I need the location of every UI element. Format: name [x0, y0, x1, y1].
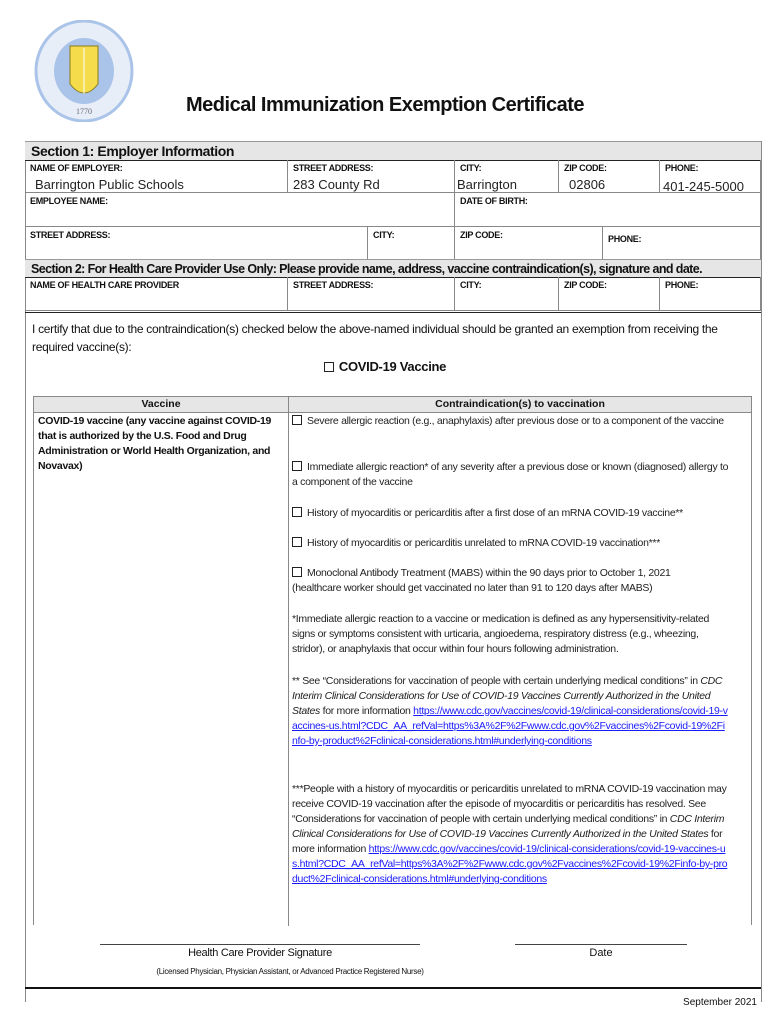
provider-city-field[interactable]: [455, 277, 559, 311]
zip-label: ZIP CODE:: [564, 163, 607, 173]
footnote-1: *Immediate allergic reaction to a vaccine or medication is defined as any hypersensitivity-related signs or symptoms consistent with urticaria, angioedema, respiratory distress (e.g., wheezing, stridor), or anaphylaxis that occur within four hours following administration.: [292, 613, 710, 655]
section2-heading: Section 2: For Health Care Provider Use Only: Please provide name, address, vaccine contraindication(s), signature and date.: [25, 259, 761, 278]
provider-name-label: NAME OF HEALTH CARE PROVIDER: [30, 280, 179, 290]
covid-vaccine-checkbox[interactable]: [0, 359, 770, 374]
city-field[interactable]: Barrington: [457, 177, 517, 192]
employee-city-field[interactable]: [368, 227, 455, 260]
checkbox-icon[interactable]: [324, 362, 334, 372]
svg-text:1770: 1770: [76, 107, 92, 116]
employer-name-label: NAME OF EMPLOYER:: [30, 163, 123, 173]
checkbox-icon[interactable]: [292, 415, 302, 425]
certify-statement: I certify that due to the contraindication(s) checked below the above-named individual should be granted an exemption from receiving the required vaccine(s):: [32, 322, 718, 354]
footer-date: September 2021: [683, 997, 757, 1008]
checkbox-icon[interactable]: [292, 537, 302, 547]
footnote-2: ** See “Considerations for vaccination of people with certain underlying medical conditions” in CDC Interim Clinical Considerations for Use of COVID-19 Vaccines Currently Authorized in the United States for more information https://www.cdc.gov/vaccines/covid-19/clinical-considerations/covid-19-vaccines-us.html?CDC_AA_refVal=https%3A%2F%2Fwww.cdc.gov%2Fvaccines%2Fcovid-19%2Finfo-by-product%2Fclinical-considerations.html#underlying-conditions: [292, 675, 728, 747]
signature-note: (Licensed Physician, Physician Assistant, or Advanced Practice Registered Nurse): [156, 967, 424, 976]
dob-label: DATE OF BIRTH:: [460, 196, 528, 206]
employee-zip-field[interactable]: [455, 227, 603, 260]
checkbox-icon[interactable]: [292, 461, 302, 471]
contraindication-table: [33, 396, 752, 925]
vaccine-description: COVID-19 vaccine (any vaccine against COVID-19 that is authorized by the U.S. Food and Drug Administration or World Health Organization, and Novavax): [38, 415, 272, 472]
provider-phone-label: PHONE:: [665, 280, 699, 290]
street-label: STREET ADDRESS:: [293, 163, 374, 173]
street-field[interactable]: 283 County Rd: [293, 177, 380, 192]
employee-phone-field[interactable]: [603, 227, 761, 260]
footnote-3: ***People with a history of myocarditis or pericarditis unrelated to mRNA COVID-19 vaccination may receive COVID-19 vaccination after the episode of myocarditis or pericarditis has resolved. See “Considerations for vaccination of people with certain underlying medical conditions” in CDC Interim Clinical Considerations for Use of COVID-19 Vaccines Currently Authorized in the United States for more information https://www.cdc.gov/vaccines/covid-19/clinical-considerations/covid-19-vaccines-us.html?CDC_AA_refVal=https%3A%2F%2Fwww.cdc.gov%2Fvaccines%2Fcovid-19%2Finfo-by-product%2Fclinical-considerations.html#underlying-conditions: [292, 783, 728, 885]
col-contra-header: Contraindication(s) to vaccination: [435, 398, 605, 410]
cdc-link[interactable]: https://www.cdc.gov/vaccines/covid-19/clinical-considerations/covid-19-vaccines-us.html?CDC_AA_refVal=https%3A%2F%2Fwww.cdc.gov%2Fvaccines%2Fcovid-19%2Finfo-by-product%2Fclinical-considerations.html#underlying-conditions: [292, 843, 728, 885]
section2-fields: [25, 277, 761, 313]
employee-city-label: CITY:: [373, 230, 395, 240]
date-label: Date: [589, 947, 613, 959]
contra-item-text: History of myocarditis or pericarditis unrelated to mRNA COVID-19 vaccination***: [307, 537, 660, 549]
provider-street-field[interactable]: [288, 277, 455, 311]
page-title: Medical Immunization Exemption Certificate: [186, 94, 584, 116]
contra-item-text: Monoclonal Antibody Treatment (MABS) within the 90 days prior to October 1, 2021 (healthcare worker should get vaccinated no later than 91 to 120 days after MABS): [292, 567, 671, 594]
provider-name-field[interactable]: [25, 277, 288, 311]
checkbox-icon[interactable]: [292, 507, 302, 517]
contra-item[interactable]: [292, 566, 712, 612]
signature-label: Health Care Provider Signature: [188, 947, 332, 959]
employee-zip-label: ZIP CODE:: [460, 230, 503, 240]
provider-city-label: CITY:: [460, 280, 482, 290]
provider-zip-label: ZIP CODE:: [564, 280, 607, 290]
section1-heading: Section 1: Employer Information: [25, 141, 761, 161]
employee-phone-label: PHONE:: [608, 234, 642, 244]
contra-item[interactable]: [292, 414, 732, 460]
contra-item[interactable]: [292, 460, 732, 506]
provider-phone-field[interactable]: [660, 277, 761, 311]
zip-field[interactable]: 02806: [569, 177, 606, 192]
contra-list: [292, 414, 732, 887]
checkbox-icon[interactable]: [292, 567, 302, 577]
employee-street-field[interactable]: [25, 227, 368, 260]
employee-street-label: STREET ADDRESS:: [30, 230, 111, 240]
phone-label: PHONE:: [665, 163, 699, 173]
contra-item[interactable]: [292, 506, 732, 536]
employee-name-label: EMPLOYEE NAME:: [30, 196, 108, 206]
signature-line[interactable]: [100, 944, 420, 945]
date-line[interactable]: [515, 944, 687, 945]
contra-item-text: Severe allergic reaction (e.g., anaphylaxis) after previous dose or to a component of the vaccine: [307, 415, 724, 427]
city-label: CITY:: [460, 163, 482, 173]
employee-name-field[interactable]: [25, 193, 455, 227]
col-vaccine-header: Vaccine: [141, 398, 181, 410]
cdc-link[interactable]: https://www.cdc.gov/vaccines/covid-19/clinical-considerations/covid-19-vaccines-us.html?CDC_AA_refVal=https%3A%2F%2Fwww.cdc.gov%2Fvaccines%2Fcovid-19%2Finfo-by-product%2Fclinical-considerations.html#underlying-conditions: [292, 705, 728, 747]
dob-field[interactable]: [455, 193, 761, 227]
section1-fields: [25, 160, 761, 260]
employer-name-field[interactable]: Barrington Public Schools: [35, 177, 184, 192]
provider-street-label: STREET ADDRESS:: [293, 280, 374, 290]
phone-field[interactable]: 401-245-5000: [663, 179, 744, 194]
contra-item-text: History of myocarditis or pericarditis after a first dose of an mRNA COVID-19 vaccine**: [307, 507, 683, 519]
covid-vaccine-label: COVID-19 Vaccine: [338, 359, 447, 374]
contra-item[interactable]: [292, 536, 732, 566]
contra-item-text: Immediate allergic reaction* of any severity after a previous dose or known (diagnosed) allergy to a component of the vaccine: [292, 461, 729, 488]
footer-divider: [25, 987, 761, 989]
provider-zip-field[interactable]: [559, 277, 660, 311]
